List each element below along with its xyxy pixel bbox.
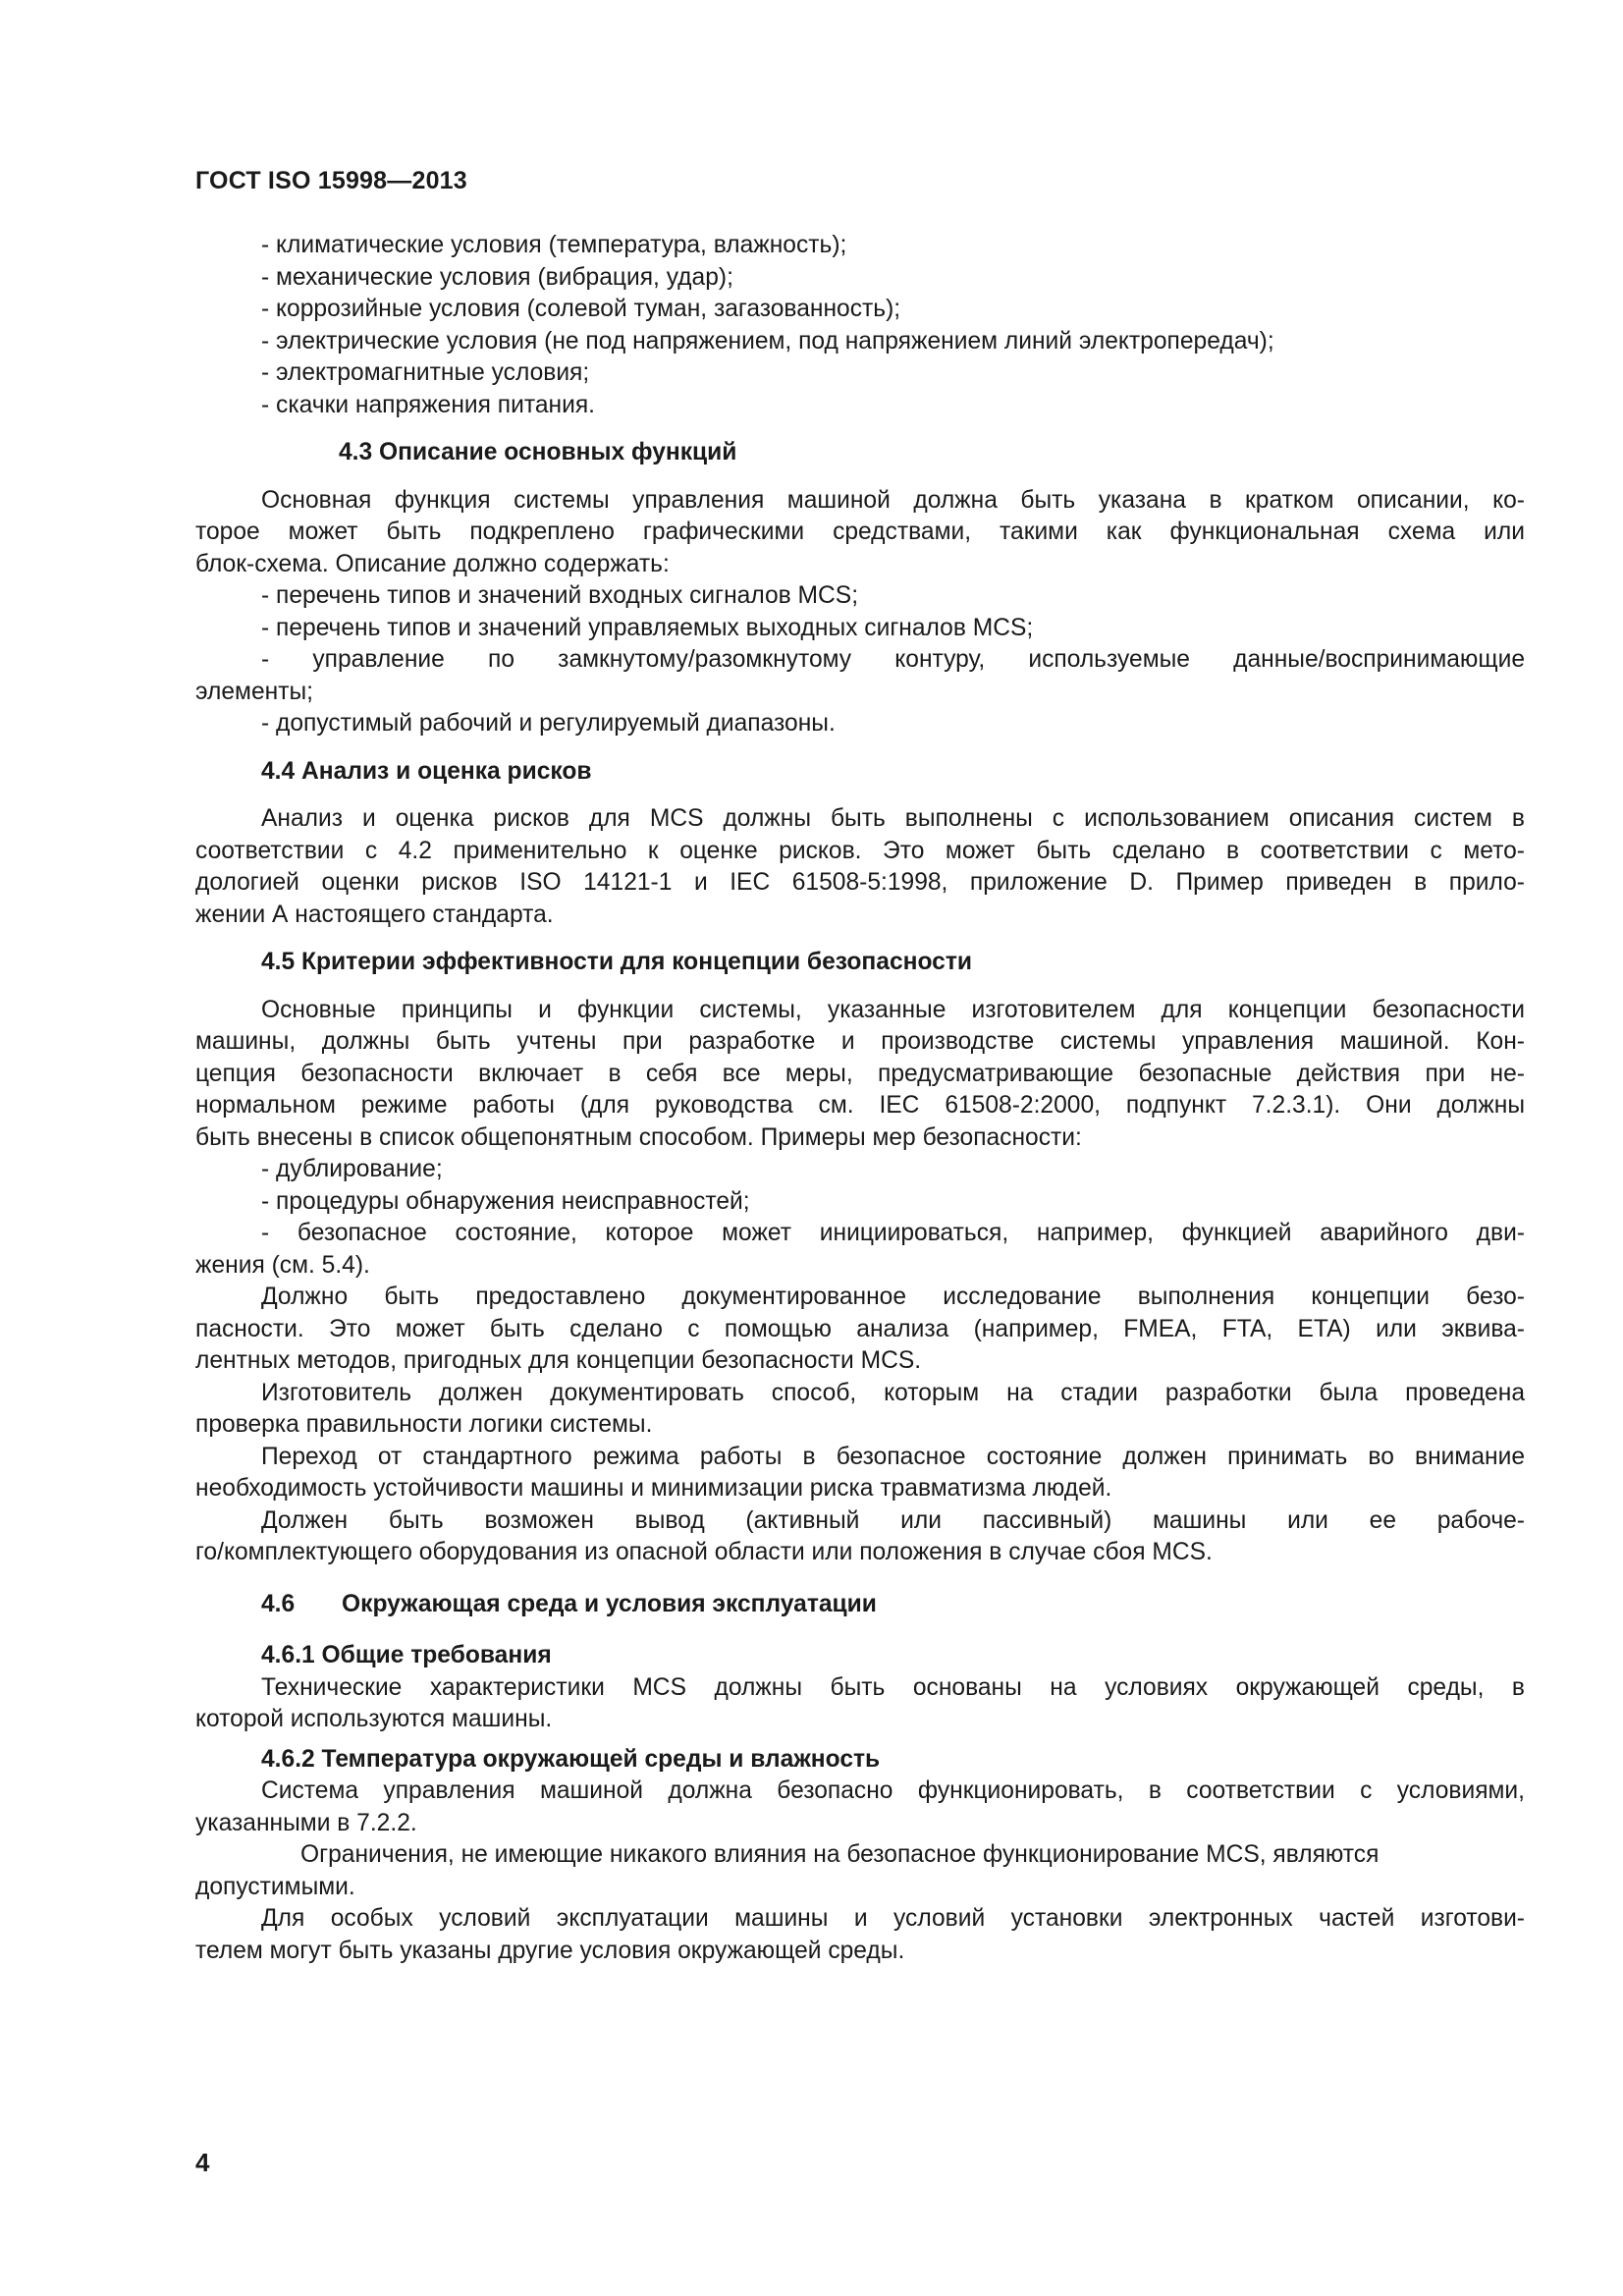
paragraph-line: быть внесены в список общепонятным способом. Примеры мер безопасности: [195, 1123, 1082, 1151]
paragraph-line: Ограничения, не имеющие никакого влияния на безопасное функционирование MCS, являются [300, 1841, 1380, 1868]
section-number: 4.6 [261, 1590, 296, 1617]
section-heading-4-4: 4.4 Анализ и оценка рисков [261, 757, 592, 785]
list-item: - безопасное состояние, которое может инициироваться, например, функцией аварийного дви- [261, 1220, 1525, 1246]
paragraph-line: допустимыми. [195, 1873, 355, 1900]
paragraph-line: жении А настоящего стандарта. [195, 901, 554, 928]
paragraph-line: Должно быть предоставлено документированное исследование выполнения концепции безо- [261, 1284, 1525, 1310]
list-item: - климатические условия (температура, влажность); [261, 232, 847, 258]
list-item: - коррозийные условия (солевой туман, загазованность); [261, 296, 901, 322]
paragraph-line: цепция безопасности включает в себя все меры, предусматривающие безопасные действия при не- [195, 1060, 1525, 1087]
list-item: - перечень типов и значений входных сигналов MCS; [261, 582, 859, 609]
section-heading-4-5: 4.5 Критерии эффективности для концепции безопасности [261, 949, 973, 975]
paragraph-line: проверка правильности логики системы. [195, 1411, 653, 1438]
paragraph-line: Изготовитель должен документировать способ, которым на стадии разработки была проведена [261, 1379, 1525, 1406]
list-item-continuation: элементы; [195, 678, 313, 705]
paragraph-line: блок-схема. Описание должно содержать: [195, 550, 670, 577]
paragraph-line: Должен быть возможен вывод (активный или пассивный) машины или ее рабоче- [261, 1506, 1525, 1534]
section-heading-4-6-2: 4.6.2 Температура окружающей среды и влажность [261, 1745, 881, 1773]
list-item: - скачки напряжения питания. [261, 391, 595, 418]
paragraph-line: Для особых условий эксплуатации машины и условий установки электронных частей изготови- [261, 1905, 1525, 1932]
paragraph-line: нормальном режиме работы (для руководства см. IEC 61508-2:2000, подпункт 7.2.3.1). Они должны [195, 1092, 1525, 1119]
paragraph-line: Основная функция системы управления машиной должна быть указана в кратком описании, ко- [261, 486, 1525, 514]
paragraph-line: которой используются машины. [195, 1706, 553, 1732]
list-item-continuation: жения (см. 5.4). [195, 1251, 370, 1279]
paragraph-line: дологией оценки рисков ISO 14121-1 и IEC 61508-5:1998, приложение D. Пример приведен в прило- [195, 869, 1525, 896]
paragraph-line: соответствии с 4.2 применительно к оценке рисков. Это может быть сделано в соответствии с мето- [195, 837, 1525, 864]
list-item: - механические условия (вибрация, удар); [261, 263, 733, 291]
list-item: - электрические условия (не под напряжением, под напряжением линий электропередач); [261, 327, 1274, 355]
section-heading-4-6-1: 4.6.1 Общие требования [261, 1642, 552, 1668]
list-item: - допустимый рабочий и регулируемый диапазоны. [261, 710, 836, 737]
paragraph-line: пасности. Это может быть сделано с помощью анализа (например, FMEA, FTA, ETA) или эквива- [195, 1315, 1525, 1342]
section-heading-4-3: 4.3 Описание основных функций [339, 439, 737, 465]
list-item: - управление по замкнутому/разомкнутому контуру, используемые данные/воспринимающие [261, 646, 1525, 673]
list-item: - электромагнитные условия; [261, 359, 590, 386]
list-item: - дублирование; [261, 1156, 443, 1182]
paragraph-line: указанными в 7.2.2. [195, 1809, 417, 1836]
paragraph-line: Технические характеристики MCS должны быть основаны на условиях окружающей среды, в [261, 1673, 1525, 1701]
paragraph-line: Система управления машиной должна безопасно функционировать, в соответствии с условиями, [261, 1777, 1525, 1804]
paragraph-line: Анализ и оценка рисков для MCS должны быть выполнены с использованием описания систем в [261, 805, 1525, 832]
list-item: - перечень типов и значений управляемых выходных сигналов MCS; [261, 614, 1034, 641]
paragraph-line: го/комплектующего оборудования из опасной области или положения в случае сбоя MCS. [195, 1539, 1213, 1565]
paragraph-line: машины, должны быть учтены при разработке и производстве системы управления машиной. Кон- [195, 1028, 1525, 1055]
paragraph-line: торое может быть подкреплено графическими средствами, такими как функциональная схема или [195, 519, 1525, 545]
paragraph-line: лентных методов, пригодных для концепции безопасности MCS. [195, 1347, 922, 1374]
paragraph-line: Переход от стандартного режима работы в безопасное состояние должен принимать во внимание [261, 1443, 1525, 1470]
paragraph-line: Основные принципы и функции системы, указанные изготовителем для концепции безопасности [261, 996, 1525, 1023]
section-heading-4-6 [195, 1589, 1525, 1621]
list-item: - процедуры обнаружения неисправностей; [261, 1187, 750, 1215]
paragraph-line: телем могут быть указаны другие условия окружающей среды. [195, 1937, 905, 1964]
section-title: Окружающая среда и условия эксплуатации [342, 1590, 877, 1617]
document-body [195, 230, 1525, 1967]
document-header: ГОСТ ISO 15998—2013 [195, 167, 467, 194]
page-number: 4 [195, 2148, 210, 2177]
paragraph-line: необходимость устойчивости машины и минимизации риска травматизма людей. [195, 1475, 1112, 1502]
